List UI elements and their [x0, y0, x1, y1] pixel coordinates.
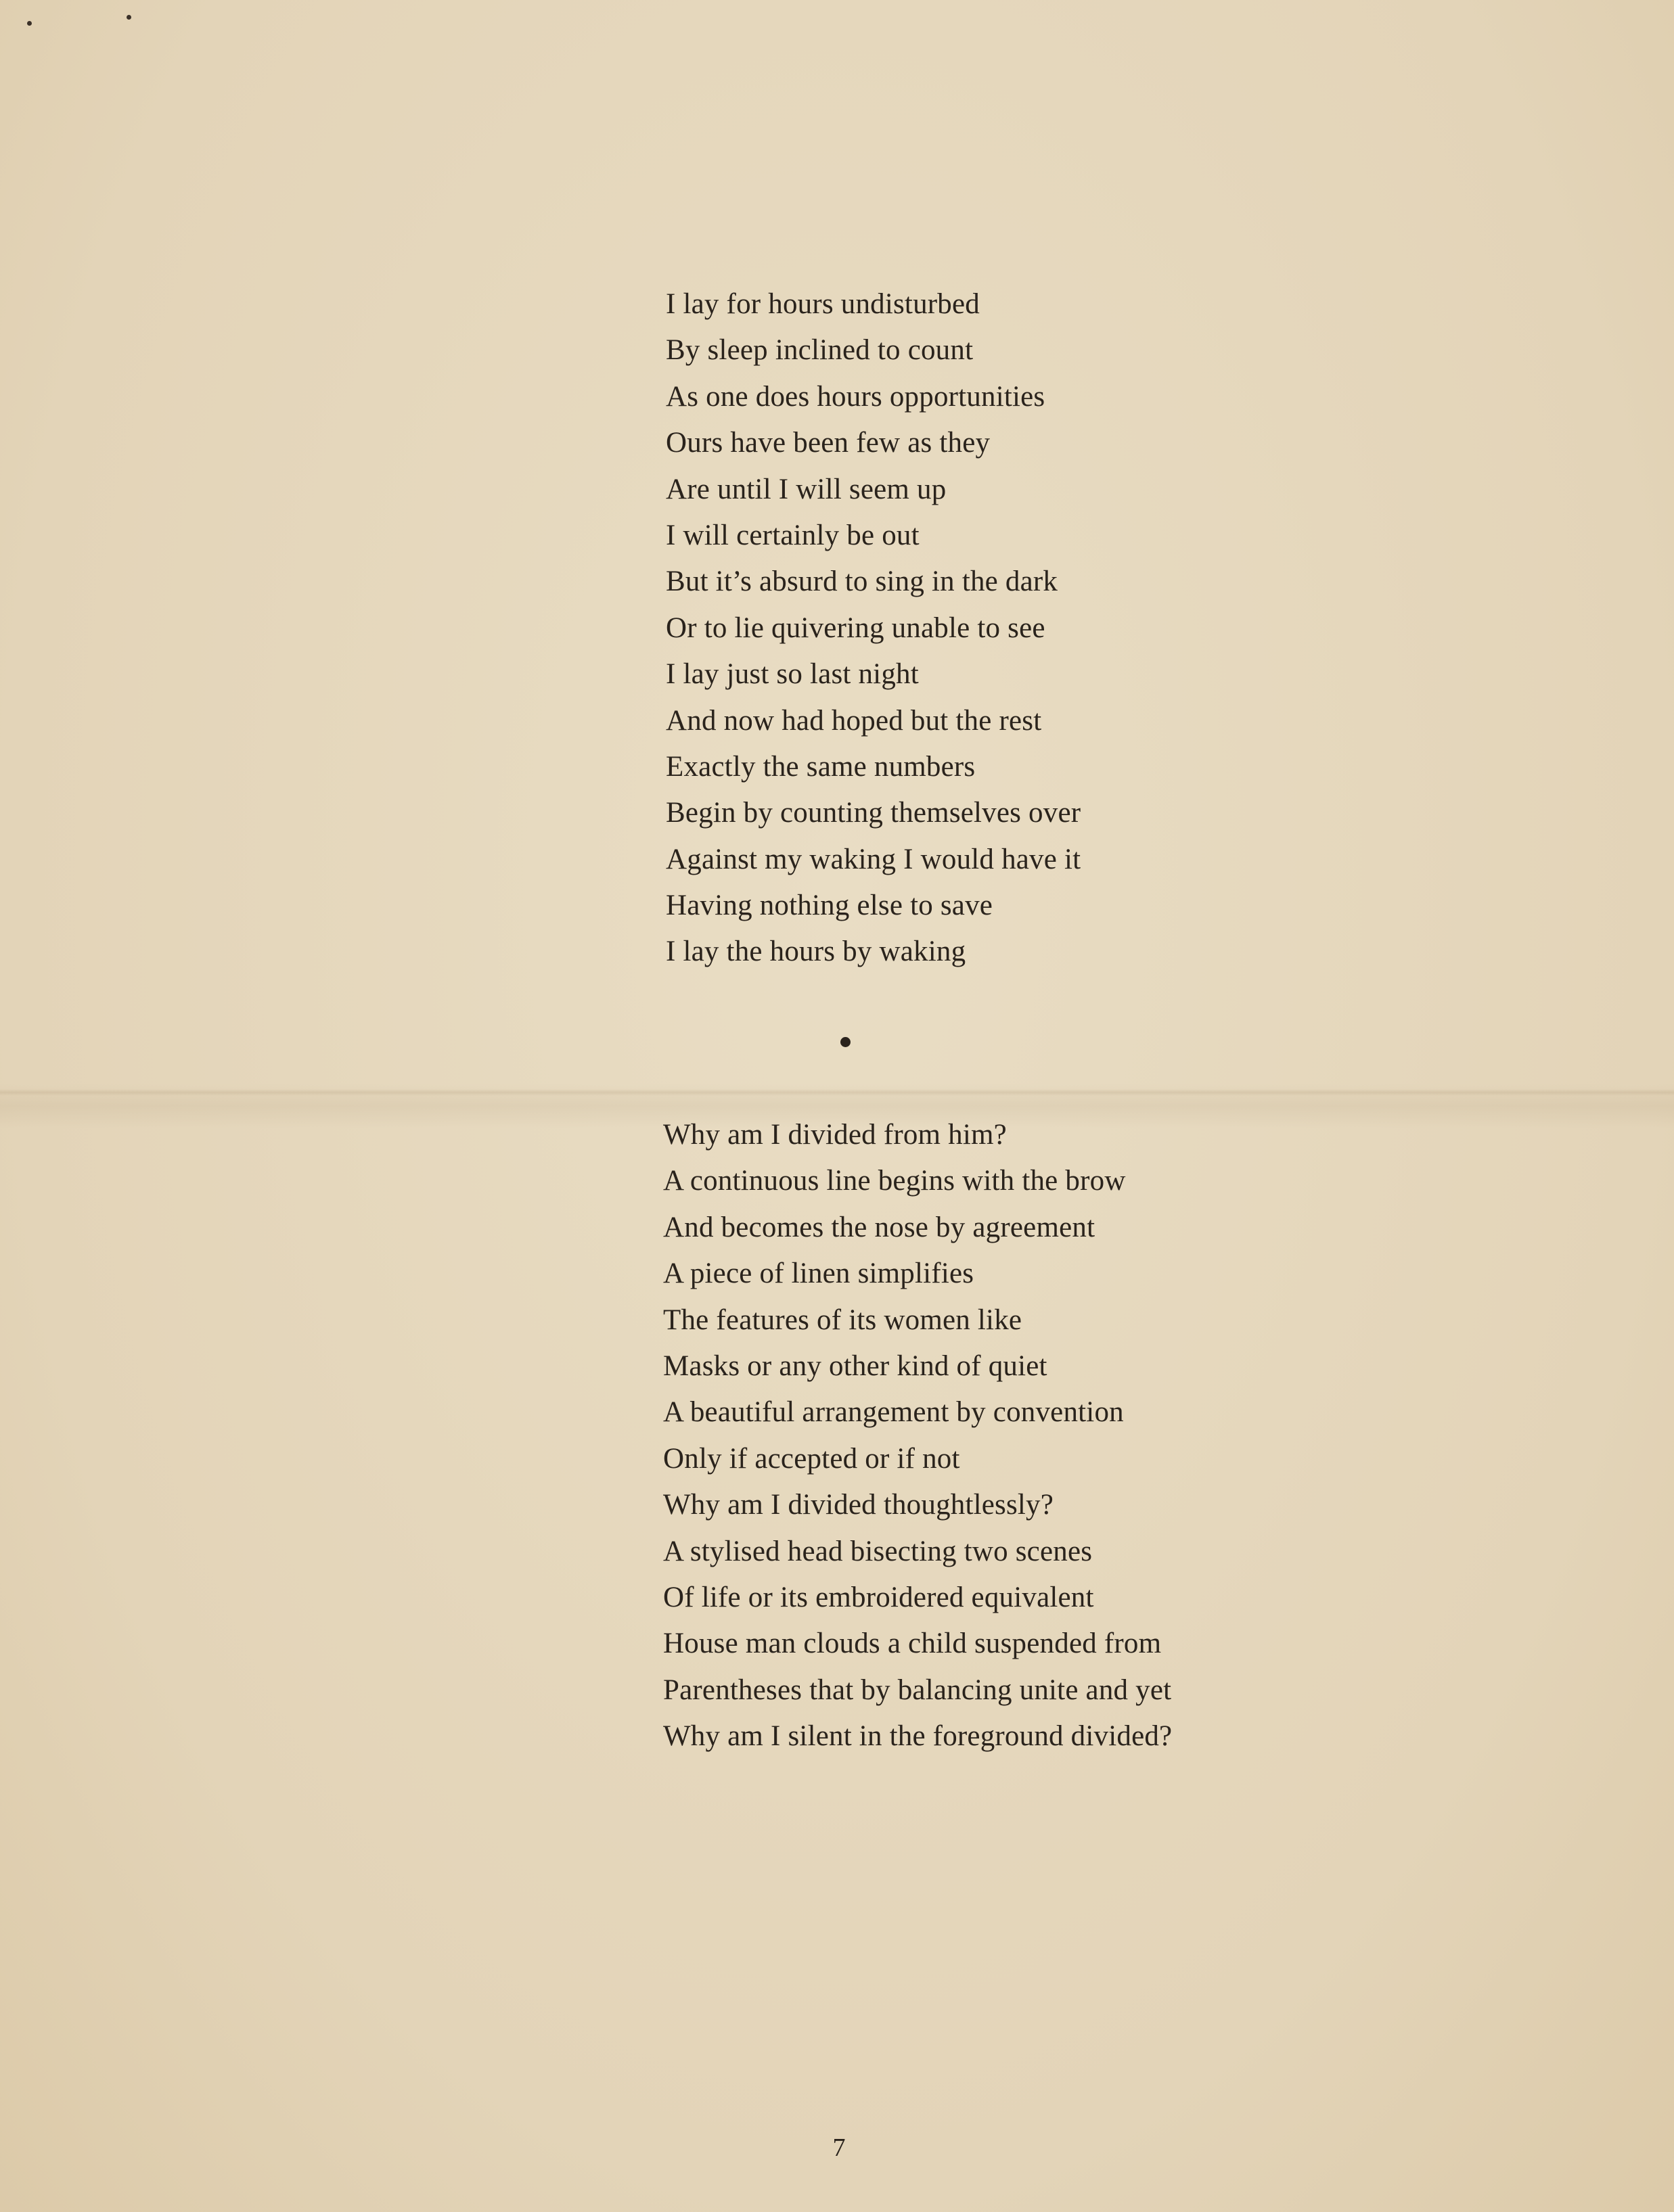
poem-line: The features of its women like [663, 1304, 1022, 1336]
poem-line: Ours have been few as they [666, 427, 991, 459]
poem-line: House man clouds a child suspended from [663, 1628, 1162, 1660]
poem-line: A beautiful arrangement by convention [663, 1396, 1124, 1429]
paper-speck [127, 15, 131, 20]
poem-line: Having nothing else to save [666, 890, 993, 922]
poem-line: Against my waking I would have it [666, 843, 1081, 875]
poem-line: A stylised head bisecting two scenes [663, 1535, 1093, 1567]
poem-line: I will certainly be out [666, 519, 920, 551]
poem-line: A continuous line begins with the brow [663, 1165, 1126, 1197]
poem-line: Parentheses that by balancing unite and yet [663, 1674, 1172, 1706]
poem-line: Begin by counting themselves over [666, 797, 1081, 829]
poem-line: Why am I divided from him? [663, 1119, 1007, 1151]
poem-stanza-1 [666, 281, 1081, 975]
poem-line: Why am I silent in the foreground divided? [663, 1720, 1173, 1753]
poem-line: By sleep inclined to count [666, 334, 974, 367]
paper-speck [27, 21, 32, 26]
poem-line: And now had hoped but the rest [666, 704, 1042, 737]
poem-line: Or to lie quivering unable to see [666, 612, 1045, 644]
poem-line: Of life or its embroidered equivalent [663, 1581, 1094, 1613]
poem-line: I lay just so last night [666, 658, 919, 691]
poem-line: Exactly the same numbers [666, 750, 976, 783]
poem-line: Masks or any other kind of quiet [663, 1350, 1047, 1382]
poem-line: I lay for hours undisturbed [666, 288, 980, 320]
paper-fold [0, 1089, 1674, 1096]
poem-line: But it’s absurd to sing in the dark [666, 566, 1058, 598]
poem-line: Only if accepted or if not [663, 1442, 960, 1475]
poem-line: Are until I will seem up [666, 473, 947, 505]
poem-line: And becomes the nose by agreement [663, 1211, 1095, 1243]
poem-stanza-2 [663, 1112, 1172, 1759]
poem-line: I lay the hours by waking [666, 936, 966, 968]
section-divider-bullet [840, 1037, 851, 1047]
poem-line: Why am I divided thoughtlessly? [663, 1489, 1054, 1521]
poem-line: A piece of linen simplifies [663, 1258, 974, 1290]
poem-line: As one does hours opportunities [666, 380, 1045, 413]
page-number: 7 [832, 2134, 846, 2162]
